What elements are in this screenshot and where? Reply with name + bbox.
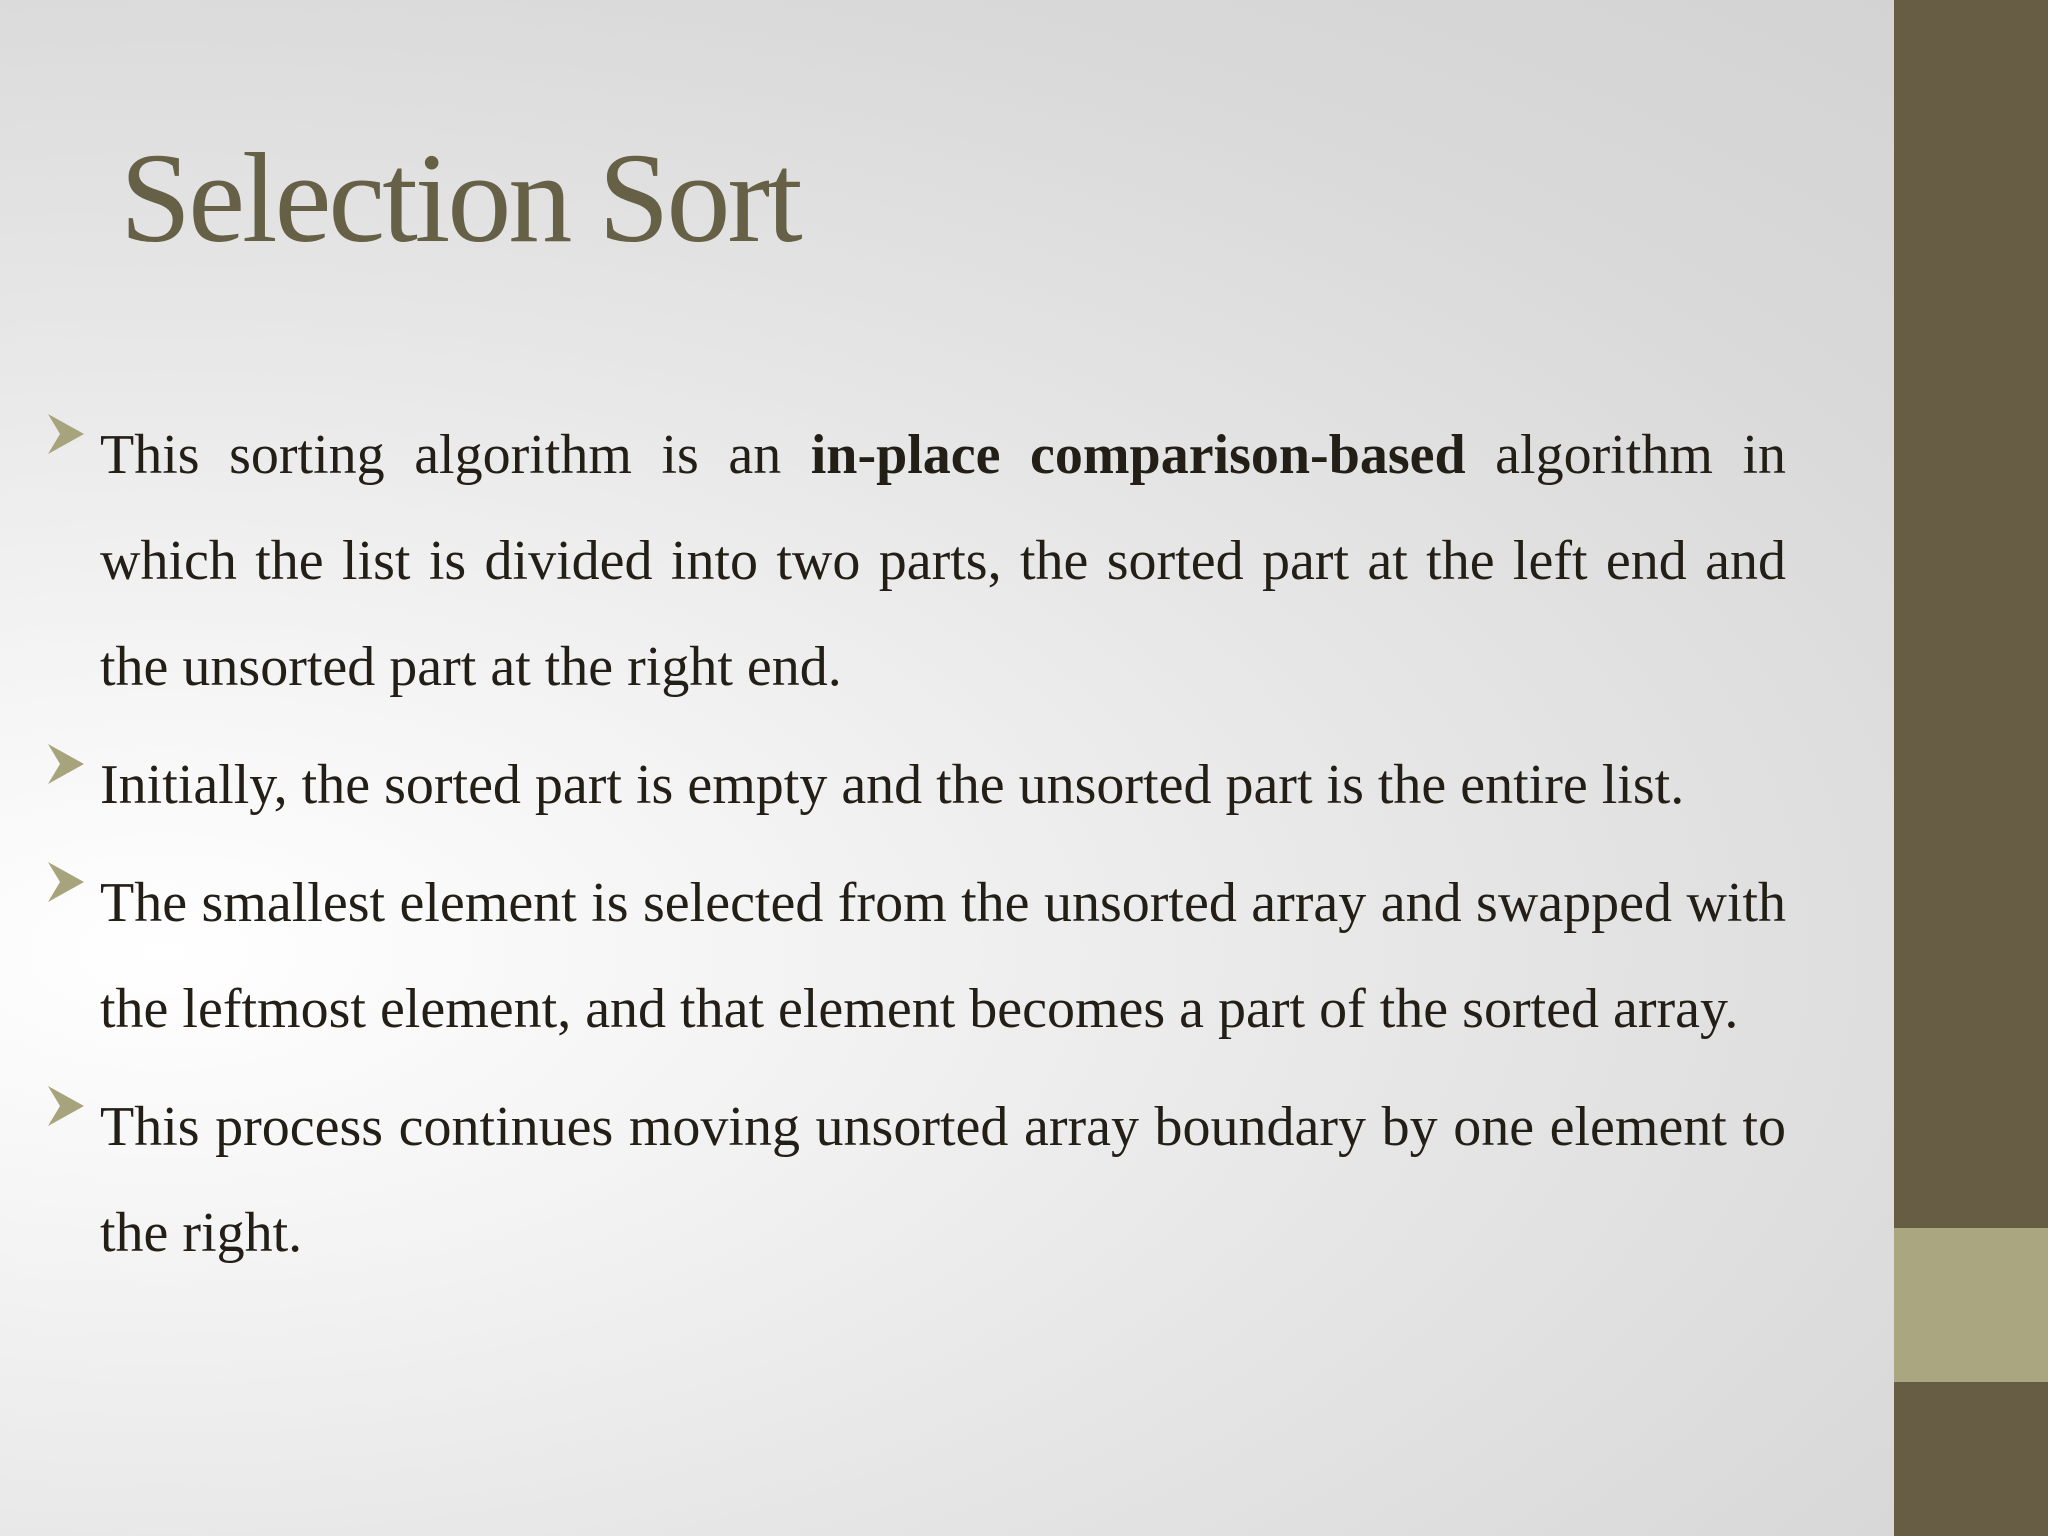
- side-decoration-bar: [1894, 0, 2048, 1536]
- slide-title: Selection Sort: [120, 127, 800, 269]
- bullet-item: [46, 850, 1786, 1062]
- bullet-text: The smallest element is selected from the unsorted array and swapped with the leftmost element, and that element becomes a part of the sorted array.: [100, 872, 1786, 1040]
- bullet-text: This process continues moving unsorted array boundary by one element to the right.: [100, 1096, 1786, 1264]
- arrow-bullet-icon: [46, 860, 86, 904]
- bullet-bold-text: in-place comparison-based: [810, 424, 1466, 486]
- side-bar-top-band: [1894, 0, 2048, 1228]
- bullet-text: Initially, the sorted part is empty and the unsorted part is the entire list.: [100, 754, 1685, 816]
- bullet-text: This sorting algorithm is an in-place comparison-based algorithm in which the list is divided into two parts, the sorted part at the left end and the unsorted part at the right end.: [100, 424, 1787, 698]
- bullet-item: [46, 402, 1786, 720]
- arrow-bullet-icon: [46, 412, 86, 456]
- bullet-item: [46, 1074, 1786, 1286]
- side-bar-accent-band: [1894, 1228, 2048, 1382]
- bullet-list: [46, 402, 1786, 1298]
- arrow-bullet-icon: [46, 1084, 86, 1128]
- side-bar-bottom-band: [1894, 1382, 2048, 1536]
- arrow-bullet-icon: [46, 742, 86, 786]
- bullet-item: [46, 732, 1786, 838]
